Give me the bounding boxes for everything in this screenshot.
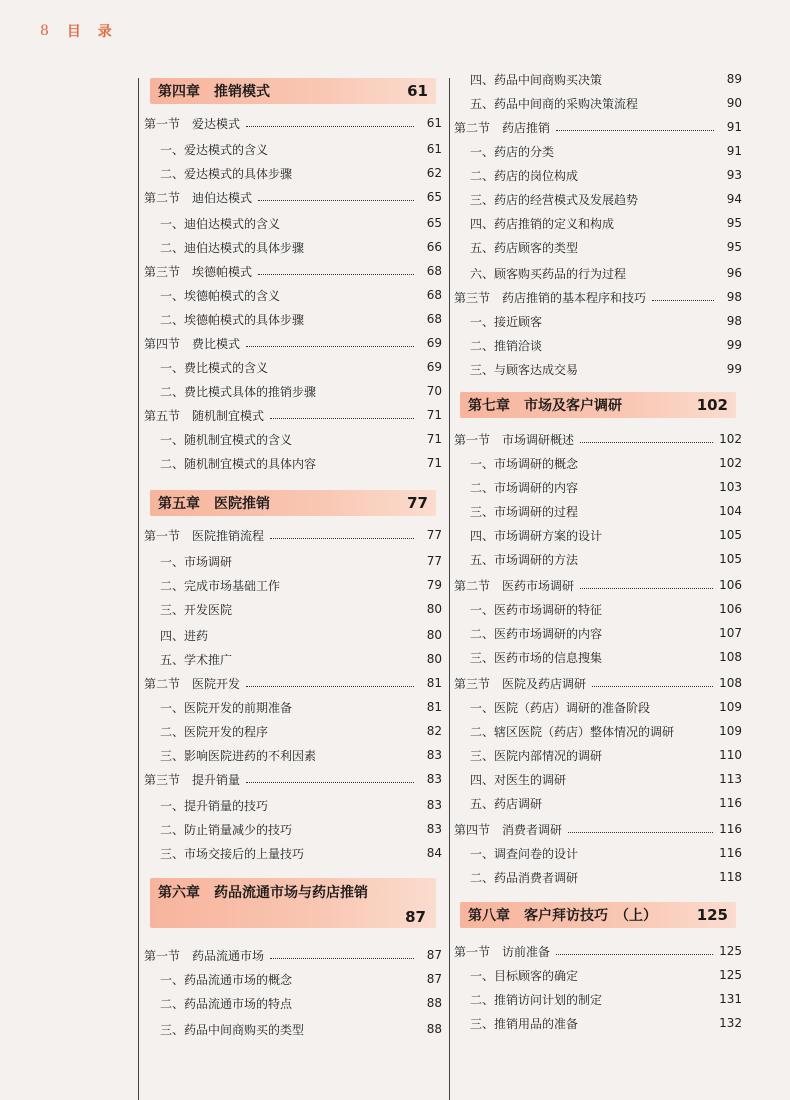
toc-item — [454, 334, 742, 356]
toc-page-number: 110 — [719, 748, 742, 762]
toc-section — [144, 672, 442, 694]
toc-page-number: 68 — [426, 264, 442, 278]
toc-item — [144, 818, 442, 840]
toc-page-number: 61 — [426, 116, 442, 130]
toc-page-number: 65 — [426, 190, 442, 204]
toc-item — [144, 380, 442, 402]
toc-item — [454, 236, 742, 258]
dot-leader — [246, 782, 414, 783]
toc-item — [454, 358, 742, 380]
toc-section-label: 第二节 医院开发 — [144, 676, 241, 691]
toc-item — [144, 598, 442, 620]
toc-item — [454, 212, 742, 234]
toc-page-number: 132 — [719, 1016, 742, 1030]
toc-page-number: 62 — [426, 166, 442, 180]
toc-item — [144, 138, 442, 160]
toc-section — [454, 940, 742, 962]
chapter-page: 77 — [407, 494, 428, 512]
toc-item — [144, 1018, 442, 1040]
toc-section — [144, 332, 442, 354]
dot-leader — [270, 538, 414, 539]
toc-section-label: 第一节 市场调研概述 — [454, 432, 575, 447]
dot-leader — [556, 130, 714, 131]
toc-page-number: 68 — [426, 312, 442, 326]
toc-item-label: 三、市场调研的过程 — [470, 504, 579, 519]
toc-item — [454, 744, 742, 766]
toc-page-number: 71 — [426, 432, 442, 446]
toc-item-label: 五、药店顾客的类型 — [470, 240, 579, 255]
toc-page-number: 107 — [719, 626, 742, 640]
toc-page-number: 95 — [726, 240, 742, 254]
toc-page-number: 91 — [726, 120, 742, 134]
toc-item — [454, 548, 742, 570]
dot-leader — [556, 954, 713, 955]
left-rule — [138, 78, 139, 1100]
toc-item-label: 二、随机制宜模式的具体内容 — [160, 456, 317, 471]
toc-item — [144, 624, 442, 646]
toc-section — [144, 186, 442, 208]
toc-item — [144, 452, 442, 474]
toc-item — [454, 792, 742, 814]
chapter-title: 第六章 药品流通市场与药店推销 — [158, 885, 368, 901]
toc-item — [454, 92, 742, 114]
toc-section — [454, 818, 742, 840]
toc-page-number: 113 — [719, 772, 742, 786]
toc-section — [144, 112, 442, 134]
toc-page-number: 98 — [726, 314, 742, 328]
page-number: 8 — [40, 23, 49, 39]
toc-section-label: 第四节 费比模式 — [144, 336, 241, 351]
chapter-page: 102 — [696, 396, 728, 414]
toc-page-number: 109 — [719, 724, 742, 738]
center-rule — [449, 78, 450, 1100]
toc-page-number: 131 — [719, 992, 742, 1006]
toc-section-label: 第二节 药店推销 — [454, 120, 551, 135]
toc-item-label: 二、推销访问计划的制定 — [470, 992, 603, 1007]
toc-item — [454, 988, 742, 1010]
toc-item-label: 五、学术推广 — [160, 652, 233, 667]
dot-leader — [568, 832, 713, 833]
toc-section-label: 第一节 爱达模式 — [144, 116, 241, 131]
toc-item-label: 二、辖区医院（药店）整体情况的调研 — [470, 724, 675, 739]
toc-item-label: 三、药店的经营模式及发展趋势 — [470, 192, 639, 207]
toc-item-label: 三、药品中间商购买的类型 — [160, 1022, 305, 1037]
toc-page-number: 80 — [426, 652, 442, 666]
toc-page-number: 118 — [719, 870, 742, 884]
toc-page-number: 105 — [719, 528, 742, 542]
toc-item — [144, 842, 442, 864]
toc-page-number: 104 — [719, 504, 742, 518]
toc-item-label: 三、市场交接后的上量技巧 — [160, 846, 305, 861]
toc-item-label: 三、与顾客达成交易 — [470, 362, 579, 377]
page-header — [40, 20, 118, 42]
chapter-title: 第七章 市场及客户调研 — [468, 398, 622, 414]
toc-page-number: 89 — [726, 72, 742, 86]
toc-item — [454, 310, 742, 332]
toc-page-number: 80 — [426, 628, 442, 642]
toc-item-label: 一、提升销量的技巧 — [160, 798, 269, 813]
toc-page-number: 116 — [719, 796, 742, 810]
toc-item — [454, 842, 742, 864]
toc-page-number: 61 — [426, 142, 442, 156]
toc-item-label: 三、医院内部情况的调研 — [470, 748, 603, 763]
dot-leader — [246, 126, 414, 127]
toc-page-number: 91 — [726, 144, 742, 158]
toc-page-number: 102 — [719, 456, 742, 470]
toc-item-label: 一、目标顾客的确定 — [470, 968, 579, 983]
toc-section-label: 第五节 随机制宜模式 — [144, 408, 265, 423]
dot-leader — [580, 442, 713, 443]
toc-item-label: 三、开发医院 — [160, 602, 233, 617]
chapter-heading — [150, 78, 436, 104]
toc-section-label: 第一节 药品流通市场 — [144, 948, 265, 963]
toc-item — [144, 212, 442, 234]
toc-section — [144, 524, 442, 546]
toc-page-number: 94 — [726, 192, 742, 206]
chapter-heading — [460, 392, 736, 418]
toc-page-number: 83 — [426, 822, 442, 836]
toc-item-label: 二、市场调研的内容 — [470, 480, 579, 495]
toc-page-number: 116 — [719, 846, 742, 860]
toc-page-number: 70 — [426, 384, 442, 398]
toc-item-label: 一、费比模式的含义 — [160, 360, 269, 375]
toc-item — [144, 696, 442, 718]
toc-section — [454, 574, 742, 596]
toc-page-number: 102 — [719, 432, 742, 446]
toc-item-label: 二、药品流通市场的特点 — [160, 996, 293, 1011]
toc-item-label: 四、药店推销的定义和构成 — [470, 216, 615, 231]
toc-item-label: 六、顾客购买药品的行为过程 — [470, 266, 627, 281]
toc-page-number: 116 — [719, 822, 742, 836]
toc-page-number: 83 — [426, 772, 442, 786]
toc-item — [454, 646, 742, 668]
toc-page-number: 88 — [426, 1022, 442, 1036]
toc-page-number: 65 — [426, 216, 442, 230]
toc-item-label: 一、医院开发的前期准备 — [160, 700, 293, 715]
toc-item-label: 二、推销洽谈 — [470, 338, 543, 353]
toc-section-label: 第四节 消费者调研 — [454, 822, 563, 837]
header-title: 目 录 — [66, 24, 118, 40]
toc-item — [454, 262, 742, 284]
toc-item — [454, 964, 742, 986]
toc-item-label: 五、药品中间商的采购决策流程 — [470, 96, 639, 111]
toc-section — [144, 260, 442, 282]
toc-section — [144, 404, 442, 426]
toc-item-label: 一、接近顾客 — [470, 314, 543, 329]
toc-page-number: 83 — [426, 748, 442, 762]
toc-section — [454, 672, 742, 694]
toc-item-label: 一、迪伯达模式的含义 — [160, 216, 281, 231]
toc-page-number: 96 — [726, 266, 742, 280]
toc-item — [454, 768, 742, 790]
toc-item — [454, 524, 742, 546]
toc-item — [454, 452, 742, 474]
toc-item-label: 一、药店的分类 — [470, 144, 555, 159]
toc-page-number: 84 — [426, 846, 442, 860]
chapter-title: 第四章 推销模式 — [158, 84, 270, 100]
toc-item — [144, 356, 442, 378]
toc-item — [144, 236, 442, 258]
toc-item — [144, 744, 442, 766]
dot-leader — [270, 418, 414, 419]
toc-page-number: 69 — [426, 360, 442, 374]
dot-leader — [246, 686, 414, 687]
toc-page-number: 109 — [719, 700, 742, 714]
toc-item-label: 一、医药市场调研的特征 — [470, 602, 603, 617]
toc-page-number: 82 — [426, 724, 442, 738]
toc-item — [454, 140, 742, 162]
toc-item-label: 一、医院（药店）调研的准备阶段 — [470, 700, 651, 715]
toc-page-number: 90 — [726, 96, 742, 110]
toc-item — [144, 968, 442, 990]
toc-page-number: 106 — [719, 602, 742, 616]
toc-item-label: 二、完成市场基础工作 — [160, 578, 281, 593]
toc-section — [144, 768, 442, 790]
toc-item-label: 二、费比模式具体的推销步骤 — [160, 384, 317, 399]
toc-page-number: 99 — [726, 338, 742, 352]
toc-item-label: 一、埃德帕模式的含义 — [160, 288, 281, 303]
toc-item — [454, 1012, 742, 1034]
toc-item — [144, 428, 442, 450]
dot-leader — [270, 958, 414, 959]
toc-item — [454, 866, 742, 888]
toc-page-number: 108 — [719, 650, 742, 664]
toc-section — [144, 944, 442, 966]
toc-item-label: 四、对医生的调研 — [470, 772, 567, 787]
toc-page-number: 81 — [426, 676, 442, 690]
toc-page-number: 80 — [426, 602, 442, 616]
toc-item-label: 二、药品消费者调研 — [470, 870, 579, 885]
toc-item-label: 五、市场调研的方法 — [470, 552, 579, 567]
toc-item-label: 一、调查问卷的设计 — [470, 846, 579, 861]
toc-page-number: 83 — [426, 798, 442, 812]
toc-item-label: 二、防止销量减少的技巧 — [160, 822, 293, 837]
chapter-page: 87 — [405, 908, 426, 926]
toc-page-number: 87 — [426, 948, 442, 962]
toc-page-number: 88 — [426, 996, 442, 1010]
dot-leader — [258, 200, 414, 201]
toc-page-number: 99 — [726, 362, 742, 376]
toc-item — [144, 308, 442, 330]
toc-item-label: 二、爱达模式的具体步骤 — [160, 166, 293, 181]
toc-page-number: 106 — [719, 578, 742, 592]
toc-item — [144, 794, 442, 816]
toc-page-number: 93 — [726, 168, 742, 182]
toc-page-number: 108 — [719, 676, 742, 690]
toc-item — [454, 598, 742, 620]
toc-item — [144, 574, 442, 596]
toc-section-label: 第二节 迪伯达模式 — [144, 190, 253, 205]
toc-item-label: 二、埃德帕模式的具体步骤 — [160, 312, 305, 327]
toc-item — [144, 648, 442, 670]
toc-page-number: 81 — [426, 700, 442, 714]
toc-section-label: 第二节 医药市场调研 — [454, 578, 575, 593]
toc-item — [454, 720, 742, 742]
toc-page-number: 87 — [426, 972, 442, 986]
toc-item-label: 四、药品中间商购买决策 — [470, 72, 603, 87]
toc-page-number: 125 — [719, 968, 742, 982]
toc-item-label: 二、迪伯达模式的具体步骤 — [160, 240, 305, 255]
dot-leader — [246, 346, 414, 347]
toc-section-label: 第一节 医院推销流程 — [144, 528, 265, 543]
toc-page-number: 69 — [426, 336, 442, 350]
toc-item-label: 一、市场调研的概念 — [470, 456, 579, 471]
toc-page-number: 68 — [426, 288, 442, 302]
toc-section-label: 第一节 访前准备 — [454, 944, 551, 959]
toc-item-label: 一、市场调研 — [160, 554, 233, 569]
chapter-heading — [460, 902, 736, 928]
toc-item-label: 五、药店调研 — [470, 796, 543, 811]
toc-section — [454, 286, 742, 308]
toc-page-number: 71 — [426, 408, 442, 422]
dot-leader — [258, 274, 414, 275]
toc-section-label: 第三节 药店推销的基本程序和技巧 — [454, 290, 647, 305]
toc-item-label: 三、推销用品的准备 — [470, 1016, 579, 1031]
dot-leader — [592, 686, 713, 687]
toc-page-number: 79 — [426, 578, 442, 592]
toc-item — [454, 696, 742, 718]
toc-item — [144, 284, 442, 306]
toc-item-label: 二、药店的岗位构成 — [470, 168, 579, 183]
toc-item-label: 二、医药市场调研的内容 — [470, 626, 603, 641]
chapter-title: 第八章 客户拜访技巧 （上） — [468, 908, 657, 924]
toc-page-number: 66 — [426, 240, 442, 254]
dot-leader — [580, 588, 713, 589]
toc-item — [454, 164, 742, 186]
chapter-heading — [150, 490, 436, 516]
toc-section-label: 第三节 提升销量 — [144, 772, 241, 787]
toc-item-label: 三、医药市场的信息搜集 — [470, 650, 603, 665]
toc-item — [454, 500, 742, 522]
toc-page-number: 77 — [426, 554, 442, 568]
chapter-heading — [150, 878, 436, 928]
toc-page-number: 125 — [719, 944, 742, 958]
dot-leader — [652, 300, 714, 301]
toc-page-number: 71 — [426, 456, 442, 470]
toc-item — [454, 622, 742, 644]
toc-section-label: 第三节 医院及药店调研 — [454, 676, 587, 691]
toc-item — [454, 188, 742, 210]
toc-page-number: 98 — [726, 290, 742, 304]
toc-item — [144, 162, 442, 184]
toc-item-label: 四、进药 — [160, 628, 209, 643]
toc-item-label: 一、爱达模式的含义 — [160, 142, 269, 157]
toc-item-label: 四、市场调研方案的设计 — [470, 528, 603, 543]
chapter-title: 第五章 医院推销 — [158, 496, 270, 512]
toc-section — [454, 428, 742, 450]
toc-item — [144, 720, 442, 742]
toc-item-label: 一、药品流通市场的概念 — [160, 972, 293, 987]
toc-section-label: 第三节 埃德帕模式 — [144, 264, 253, 279]
chapter-page: 125 — [696, 906, 728, 924]
toc-item-label: 三、影响医院进药的不利因素 — [160, 748, 317, 763]
toc-page-number: 105 — [719, 552, 742, 566]
toc-section — [454, 116, 742, 138]
toc-item — [454, 68, 742, 90]
toc-page-number: 95 — [726, 216, 742, 230]
toc-item — [144, 992, 442, 1014]
toc-page-number: 103 — [719, 480, 742, 494]
toc-page-number: 77 — [426, 528, 442, 542]
toc-item — [144, 550, 442, 572]
toc-item-label: 一、随机制宜模式的含义 — [160, 432, 293, 447]
toc-item — [454, 476, 742, 498]
chapter-page: 61 — [407, 82, 428, 100]
toc-item-label: 二、医院开发的程序 — [160, 724, 269, 739]
